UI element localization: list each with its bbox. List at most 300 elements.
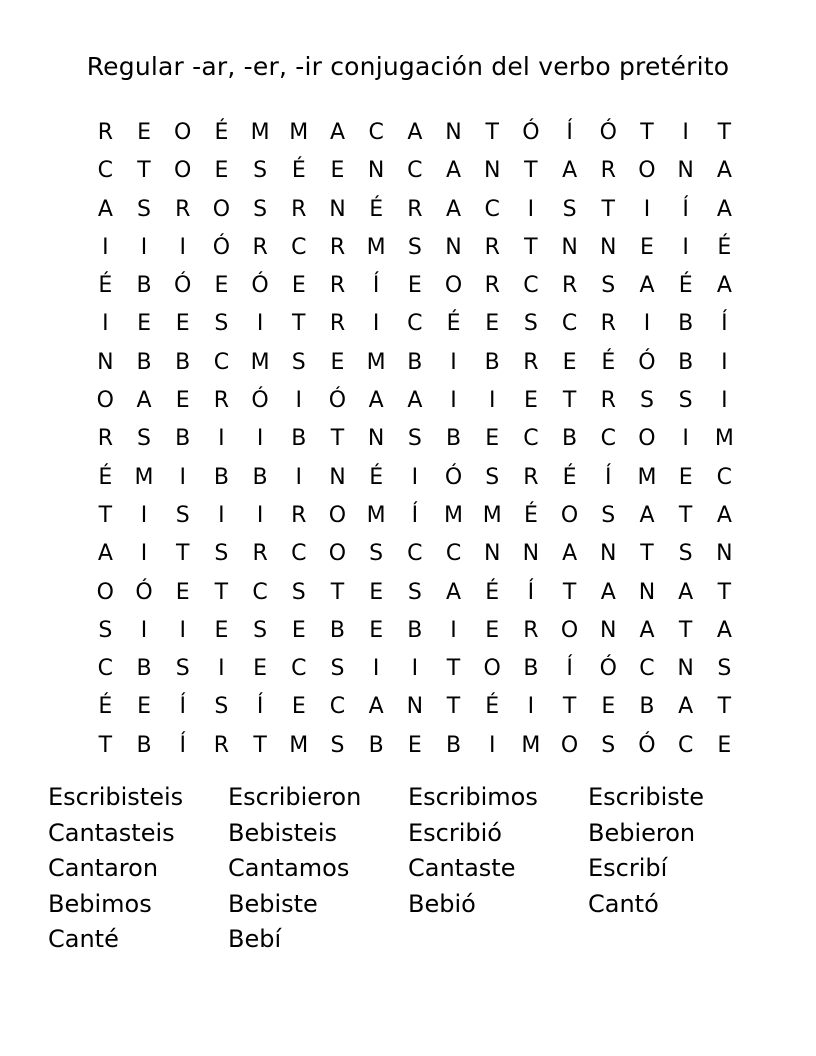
grid-letter: Í (605, 464, 612, 490)
grid-letter: C (329, 694, 346, 720)
grid-letter: S (601, 732, 616, 758)
grid-letter: O (174, 120, 192, 145)
grid-letter: R (523, 349, 539, 375)
grid-letter: N (677, 656, 694, 682)
grid-letter: I (179, 617, 186, 643)
grid-letter: S (678, 541, 693, 567)
grid-letter: T (524, 234, 538, 260)
grid-letter: É (523, 502, 538, 528)
grid-letter: Ó (638, 732, 656, 758)
grid-letter: A (716, 273, 732, 299)
grid-letter: I (682, 426, 689, 452)
grid-letter: Ó (328, 388, 347, 414)
grid-letter: B (136, 273, 152, 299)
grid-letter: Ó (212, 234, 231, 260)
grid-letter: R (407, 196, 423, 222)
grid-letter: S (407, 234, 422, 260)
grid-letter: E (175, 579, 190, 605)
grid-letter: R (291, 502, 307, 528)
grid-letter: Í (566, 120, 573, 145)
grid-letter: I (140, 617, 148, 643)
grid-letter: C (600, 426, 616, 452)
grid-letter: S (175, 502, 190, 528)
word-bank-item: Escribisteis (48, 783, 184, 811)
grid-letter: O (174, 158, 192, 184)
grid-letter: I (218, 502, 225, 528)
grid-letter: S (601, 502, 616, 528)
grid-letter: N (638, 579, 656, 605)
grid-letter: C (445, 541, 462, 567)
grid-letter: É (369, 196, 384, 222)
grid-letter: E (330, 349, 345, 375)
grid-letter: C (407, 158, 423, 184)
grid-letter: S (137, 426, 152, 452)
grid-letter: A (716, 502, 732, 528)
grid-letter: S (407, 579, 422, 605)
grid-letter: I (411, 464, 419, 490)
grid-letter: B (523, 656, 539, 682)
grid-letter: C (213, 349, 230, 375)
grid-letter: A (329, 120, 345, 145)
grid-letter: A (368, 388, 384, 414)
grid-letter: A (136, 388, 152, 414)
grid-letter: O (96, 579, 114, 605)
grid-letter: É (369, 464, 384, 490)
grid-letter: Í (566, 656, 573, 682)
grid-letter: T (678, 617, 693, 643)
grid-letter: Ó (135, 579, 153, 605)
grid-letter: Ó (638, 349, 656, 375)
grid-letter: I (372, 311, 380, 337)
grid-letter: E (291, 273, 306, 299)
grid-letter: M (521, 732, 541, 758)
word-bank-item: Canté (48, 925, 119, 953)
grid-letter: S (98, 617, 113, 643)
grid-letter: R (561, 273, 578, 299)
grid-letter: S (253, 617, 268, 643)
grid-letter: S (523, 311, 538, 337)
word-bank-item: Cantó (588, 889, 659, 918)
grid-letter: I (140, 234, 148, 260)
grid-letter: I (179, 234, 186, 260)
grid-letter: T (717, 694, 732, 720)
grid-letter: B (445, 732, 462, 758)
grid-letter: I (682, 234, 689, 260)
grid-letter: A (97, 541, 113, 567)
grid-letter: É (98, 694, 113, 720)
grid-letter: I (218, 656, 225, 682)
grid-letter: C (368, 120, 384, 145)
word-bank-item: Bebieron (588, 818, 696, 847)
grid-letter: B (678, 311, 694, 337)
grid-letter: N (716, 541, 733, 567)
grid-letter: R (600, 158, 616, 184)
grid-letter: T (98, 732, 113, 758)
grid-letter: É (446, 311, 461, 337)
grid-letter: Ó (444, 464, 463, 490)
grid-letter: B (562, 426, 578, 452)
grid-letter: S (214, 541, 229, 567)
grid-letter: E (214, 158, 229, 184)
grid-letter: E (369, 579, 384, 605)
grid-letter: B (639, 694, 655, 720)
grid-letter: É (717, 234, 732, 260)
grid-letter: T (717, 579, 732, 605)
grid-letter: N (445, 120, 462, 145)
grid-letter: S (407, 426, 422, 452)
grid-letter: T (137, 158, 151, 184)
grid-letter: S (330, 732, 345, 758)
grid-letter: E (175, 388, 190, 414)
word-search-grid (86, 114, 744, 765)
word-bank-item: Escribiste (588, 783, 704, 811)
grid-letter: É (485, 694, 500, 720)
grid-letter: E (562, 349, 577, 375)
grid-letter: I (218, 426, 225, 452)
grid-letter: N (677, 158, 694, 184)
grid-letter: T (253, 732, 267, 758)
grid-letter: T (678, 502, 693, 528)
grid-letter: A (716, 196, 732, 222)
word-bank-item: Cantasteis (48, 818, 175, 847)
grid-letter: N (483, 541, 501, 567)
grid-letter: S (369, 541, 384, 567)
grid-letter: S (214, 694, 229, 720)
grid-letter: B (407, 617, 423, 643)
grid-letter: B (213, 464, 229, 490)
grid-letter: A (639, 617, 655, 643)
grid-letter: T (524, 158, 538, 184)
grid-letter: I (682, 120, 689, 145)
grid-letter: R (600, 311, 616, 337)
grid-letter: E (407, 732, 422, 758)
grid-letter: C (407, 311, 423, 337)
grid-letter: T (717, 120, 732, 145)
grid-letter: A (639, 273, 655, 299)
grid-letter: T (330, 426, 345, 452)
word-bank-item: Cantaron (48, 854, 159, 882)
grid-letter: T (562, 388, 577, 414)
grid-letter: I (721, 349, 728, 375)
grid-letter: Í (721, 311, 728, 337)
grid-letter: M (366, 234, 386, 260)
grid-letter: T (330, 579, 345, 605)
grid-letter: R (97, 426, 113, 452)
grid-letter: S (214, 311, 229, 337)
grid-letter: É (601, 349, 616, 375)
grid-letter: A (446, 196, 462, 222)
grid-letter: A (562, 158, 578, 184)
grid-letter: B (175, 349, 191, 375)
grid-letter: R (484, 234, 500, 260)
grid-letter: I (721, 388, 728, 414)
grid-letter: R (329, 234, 346, 260)
grid-letter: E (137, 120, 151, 145)
grid-letter: C (523, 426, 539, 452)
grid-letter: C (677, 732, 694, 758)
grid-letter: O (638, 158, 656, 184)
grid-letter: N (483, 158, 501, 184)
grid-letter: O (328, 541, 347, 567)
grid-letter: E (717, 732, 732, 758)
grid-letter: C (523, 273, 539, 299)
grid-letter: A (446, 579, 462, 605)
grid-letter: É (562, 464, 577, 490)
grid-letter: I (372, 656, 380, 682)
grid-letter: M (366, 349, 386, 375)
grid-letter: T (640, 120, 654, 145)
grid-letter: S (717, 656, 732, 682)
grid-letter: S (291, 349, 306, 375)
grid-letter: R (213, 732, 230, 758)
grid-letter: C (407, 541, 423, 567)
grid-letter: É (291, 158, 306, 184)
grid-letter: E (214, 273, 229, 299)
grid-letter: Ó (599, 120, 617, 145)
grid-letter: B (678, 349, 694, 375)
grid-letter: M (366, 502, 386, 528)
grid-letter: I (102, 234, 109, 260)
grid-letter: A (562, 541, 578, 567)
grid-letter: I (140, 541, 148, 567)
grid-letter: R (252, 234, 268, 260)
grid-letter: N (445, 234, 462, 260)
grid-letter: I (643, 196, 651, 222)
grid-letter: A (97, 196, 113, 222)
grid-letter: S (485, 464, 500, 490)
grid-letter: R (252, 541, 268, 567)
grid-letter: O (638, 426, 656, 452)
grid-letter: I (102, 311, 109, 337)
grid-letter: I (450, 617, 457, 643)
grid-letter: I (256, 311, 264, 337)
grid-letter: E (137, 694, 151, 720)
word-bank-item: Escribieron (228, 783, 362, 811)
grid-letter: N (522, 541, 540, 567)
grid-letter: Í (527, 579, 535, 605)
grid-letter: A (600, 579, 616, 605)
word-bank-item: Bebisteis (228, 818, 337, 847)
grid-letter: B (329, 617, 346, 643)
word-bank-item: Escribió (408, 818, 502, 847)
grid-letter: C (97, 158, 114, 184)
grid-letter: C (716, 464, 733, 490)
grid-letter: I (450, 349, 457, 375)
word-bank-item: Bebiste (228, 889, 318, 918)
grid-letter: Í (179, 694, 186, 720)
grid-letter: E (291, 617, 306, 643)
grid-letter: B (445, 426, 462, 452)
grid-letter: E (485, 426, 500, 452)
grid-letter: O (560, 732, 579, 758)
grid-letter: R (175, 196, 191, 222)
grid-letter: É (214, 120, 229, 145)
grid-letter: N (329, 464, 346, 490)
grid-letter: T (601, 196, 615, 222)
word-bank-item: Cantaste (408, 854, 516, 882)
grid-letter: I (256, 426, 264, 452)
grid-letter: N (367, 158, 385, 184)
grid-letter: M (289, 732, 309, 758)
grid-letter: C (484, 196, 500, 222)
grid-letter: E (330, 158, 345, 184)
grid-letter: E (640, 234, 654, 260)
grid-letter: S (639, 388, 654, 414)
page-title: Regular -ar, -er, -ir conjugación del verbo pretérito (86, 52, 730, 81)
grid-letter: O (96, 388, 114, 414)
grid-letter: N (600, 617, 617, 643)
grid-letter: I (450, 388, 457, 414)
grid-letter: M (444, 502, 464, 528)
grid-letter: C (291, 234, 307, 260)
grid-letter: A (407, 120, 423, 145)
grid-letter: A (368, 694, 384, 720)
grid-letter: C (97, 656, 114, 682)
grid-letter: R (329, 273, 346, 299)
grid-letter: N (600, 541, 617, 567)
grid-letter: C (291, 656, 307, 682)
grid-letter: T (98, 502, 113, 528)
grid-letter: B (136, 656, 152, 682)
grid-letter: E (214, 617, 229, 643)
grid-letter: C (252, 579, 268, 605)
grid-letter: T (640, 541, 654, 567)
grid-letter: M (714, 426, 734, 452)
grid-letter: I (643, 311, 651, 337)
grid-letter: I (488, 388, 496, 414)
grid-letter: M (637, 464, 657, 490)
grid-letter: N (329, 196, 346, 222)
grid-letter: R (600, 388, 616, 414)
grid-letter: A (716, 158, 732, 184)
grid-letter: S (601, 273, 616, 299)
grid-letter: N (600, 234, 617, 260)
grid-letter: O (560, 617, 579, 643)
grid-letter: M (250, 120, 270, 145)
grid-letter: S (291, 579, 306, 605)
grid-letter: Ó (522, 120, 540, 145)
word-bank-item: Bebimos (48, 889, 152, 918)
grid-letter: Í (411, 502, 419, 528)
grid-letter: T (485, 120, 499, 145)
grid-letter: I (527, 694, 535, 720)
grid-letter: T (446, 694, 461, 720)
grid-letter: T (292, 311, 306, 337)
grid-letter: N (406, 694, 424, 720)
word-bank (48, 780, 768, 958)
grid-letter: Í (682, 196, 689, 222)
grid-letter: I (179, 464, 186, 490)
grid-letter: M (134, 464, 154, 490)
grid-letter: B (291, 426, 307, 452)
grid-letter: E (175, 311, 190, 337)
grid-letter: T (214, 579, 229, 605)
grid-letter: E (407, 273, 422, 299)
grid-letter: S (253, 196, 268, 222)
grid-letter: B (368, 732, 384, 758)
grid-letter: M (289, 120, 309, 145)
grid-letter: N (97, 349, 114, 375)
grid-letter: A (407, 388, 423, 414)
grid-letter: E (485, 311, 500, 337)
grid-letter: B (136, 349, 152, 375)
grid-letter: B (136, 732, 152, 758)
grid-letter: A (678, 694, 694, 720)
grid-letter: E (253, 656, 268, 682)
grid-letter: R (523, 617, 539, 643)
grid-letter: É (98, 273, 113, 299)
grid-letter: O (560, 502, 579, 528)
grid-letter: A (678, 579, 694, 605)
grid-letter: Ó (174, 273, 192, 299)
grid-letter: R (329, 311, 346, 337)
word-bank-item: Escribí (588, 854, 668, 882)
grid-letter: R (484, 273, 500, 299)
grid-letter: R (523, 464, 539, 490)
grid-letter: I (527, 196, 535, 222)
grid-letter: T (446, 656, 461, 682)
grid-letter: C (291, 541, 307, 567)
grid-letter: R (97, 120, 113, 145)
word-bank-item: Bebió (408, 889, 476, 918)
grid-letter: É (485, 579, 500, 605)
grid-letter: B (407, 349, 423, 375)
grid-letter: A (446, 158, 462, 184)
grid-letter: O (483, 656, 501, 682)
word-bank-item: Escribimos (408, 783, 538, 811)
grid-letter: N (561, 234, 578, 260)
grid-letter: O (328, 502, 347, 528)
word-bank-item: Cantamos (228, 854, 350, 882)
grid-letter: N (367, 426, 385, 452)
grid-letter: T (562, 694, 577, 720)
grid-letter: O (212, 196, 231, 222)
grid-letter: S (253, 158, 268, 184)
grid-letter: C (561, 311, 578, 337)
grid-letter: Í (372, 273, 380, 299)
grid-letter: Í (179, 732, 186, 758)
grid-letter: I (140, 502, 148, 528)
grid-letter: É (98, 464, 113, 490)
grid-letter: E (369, 617, 384, 643)
grid-letter: A (716, 617, 732, 643)
grid-letter: E (137, 311, 151, 337)
grid-letter: I (295, 388, 303, 414)
grid-letter: R (213, 388, 230, 414)
grid-letter: T (175, 541, 190, 567)
grid-letter: Í (256, 694, 264, 720)
grid-letter: S (175, 656, 190, 682)
word-bank-item: Bebí (228, 925, 282, 953)
grid-letter: I (256, 502, 264, 528)
grid-letter: S (562, 196, 577, 222)
grid-letter: B (175, 426, 191, 452)
grid-letter: Ó (599, 656, 617, 682)
grid-letter: M (250, 349, 270, 375)
grid-letter: I (411, 656, 419, 682)
grid-letter: S (330, 656, 345, 682)
grid-letter: R (291, 196, 307, 222)
grid-letter: E (601, 694, 616, 720)
grid-letter: E (291, 694, 306, 720)
grid-letter: S (678, 388, 693, 414)
grid-letter: E (523, 388, 538, 414)
grid-letter: E (485, 617, 500, 643)
grid-letter: I (295, 464, 303, 490)
grid-letter: T (562, 579, 577, 605)
grid-letter: A (639, 502, 655, 528)
grid-letter: S (137, 196, 152, 222)
